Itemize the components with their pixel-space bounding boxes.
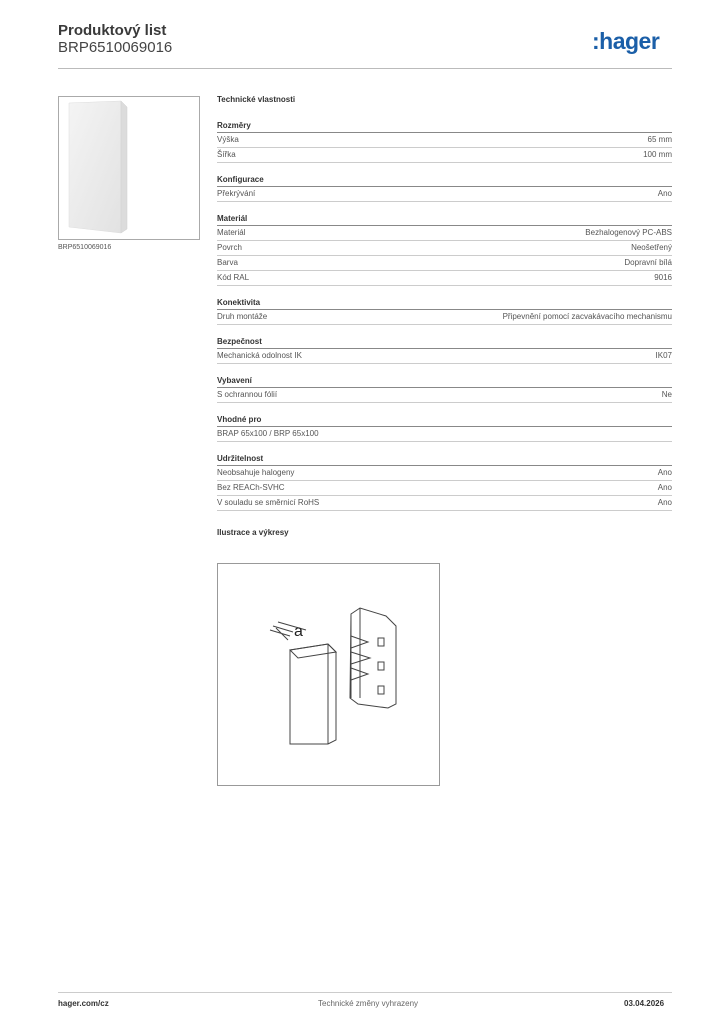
- hager-logo: :hager: [592, 28, 660, 54]
- spec-row: BRAP 65x100 / BRP 65x100: [217, 427, 672, 442]
- footer-date: 03.04.2026: [624, 999, 665, 1008]
- spec-row: Povrch Neošetřený: [217, 241, 672, 256]
- spec-row: V souladu se směrnicí RoHS Ano: [217, 496, 672, 511]
- spec-group-sustainability: [217, 453, 672, 511]
- spec-row: Kód RAL 9016: [217, 271, 672, 286]
- spec-group-material: [217, 213, 672, 286]
- spec-row: S ochrannou fólií Ne: [217, 388, 672, 403]
- header-divider: [58, 68, 672, 69]
- group-title: Rozměry: [217, 120, 672, 133]
- product-caption: BRP6510069016: [58, 244, 112, 251]
- group-title: Materiál: [217, 213, 672, 226]
- product-code: BRP6510069016: [58, 39, 173, 56]
- page-title: Produktový list: [58, 22, 167, 39]
- group-title: Konektivita: [217, 297, 672, 310]
- spec-row: Výška 65 mm: [217, 133, 672, 148]
- footer-divider: [58, 992, 672, 993]
- spec-group-equipment: [217, 375, 672, 403]
- group-title: Vhodné pro: [217, 414, 672, 427]
- group-title: Vybavení: [217, 375, 672, 388]
- spec-group-configuration: [217, 174, 672, 202]
- product-image: [58, 96, 200, 240]
- spec-row: Mechanická odolnost IK IK07: [217, 349, 672, 364]
- group-title: Bezpečnost: [217, 336, 672, 349]
- spec-group-safety: [217, 336, 672, 364]
- dimension-label: a: [294, 623, 303, 640]
- spec-table: [217, 95, 672, 537]
- spec-group-dimensions: [217, 120, 672, 163]
- spec-row: Druh montáže Připevnění pomocí zacvakávacího mechanismu: [217, 310, 672, 325]
- spec-row: Bez REACh-SVHC Ano: [217, 481, 672, 496]
- technical-drawing: [217, 563, 440, 786]
- footer-site: hager.com/cz: [58, 999, 109, 1008]
- spec-row: Šířka 100 mm: [217, 148, 672, 163]
- footer-note: Technické změny vyhrazeny: [318, 999, 419, 1008]
- group-title: Udržitelnost: [217, 453, 672, 466]
- group-title: Konfigurace: [217, 174, 672, 187]
- spec-row: Překrývání Ano: [217, 187, 672, 202]
- spec-row: Materiál Bezhalogenový PC-ABS: [217, 226, 672, 241]
- spec-group-suitable-for: [217, 414, 672, 442]
- spec-group-connectivity: [217, 297, 672, 325]
- spec-row: Neobsahuje halogeny Ano: [217, 466, 672, 481]
- illustration-title: Ilustrace a výkresy: [217, 528, 289, 537]
- spec-main-title: Technické vlastnosti: [217, 95, 296, 104]
- spec-row: Barva Dopravní bílá: [217, 256, 672, 271]
